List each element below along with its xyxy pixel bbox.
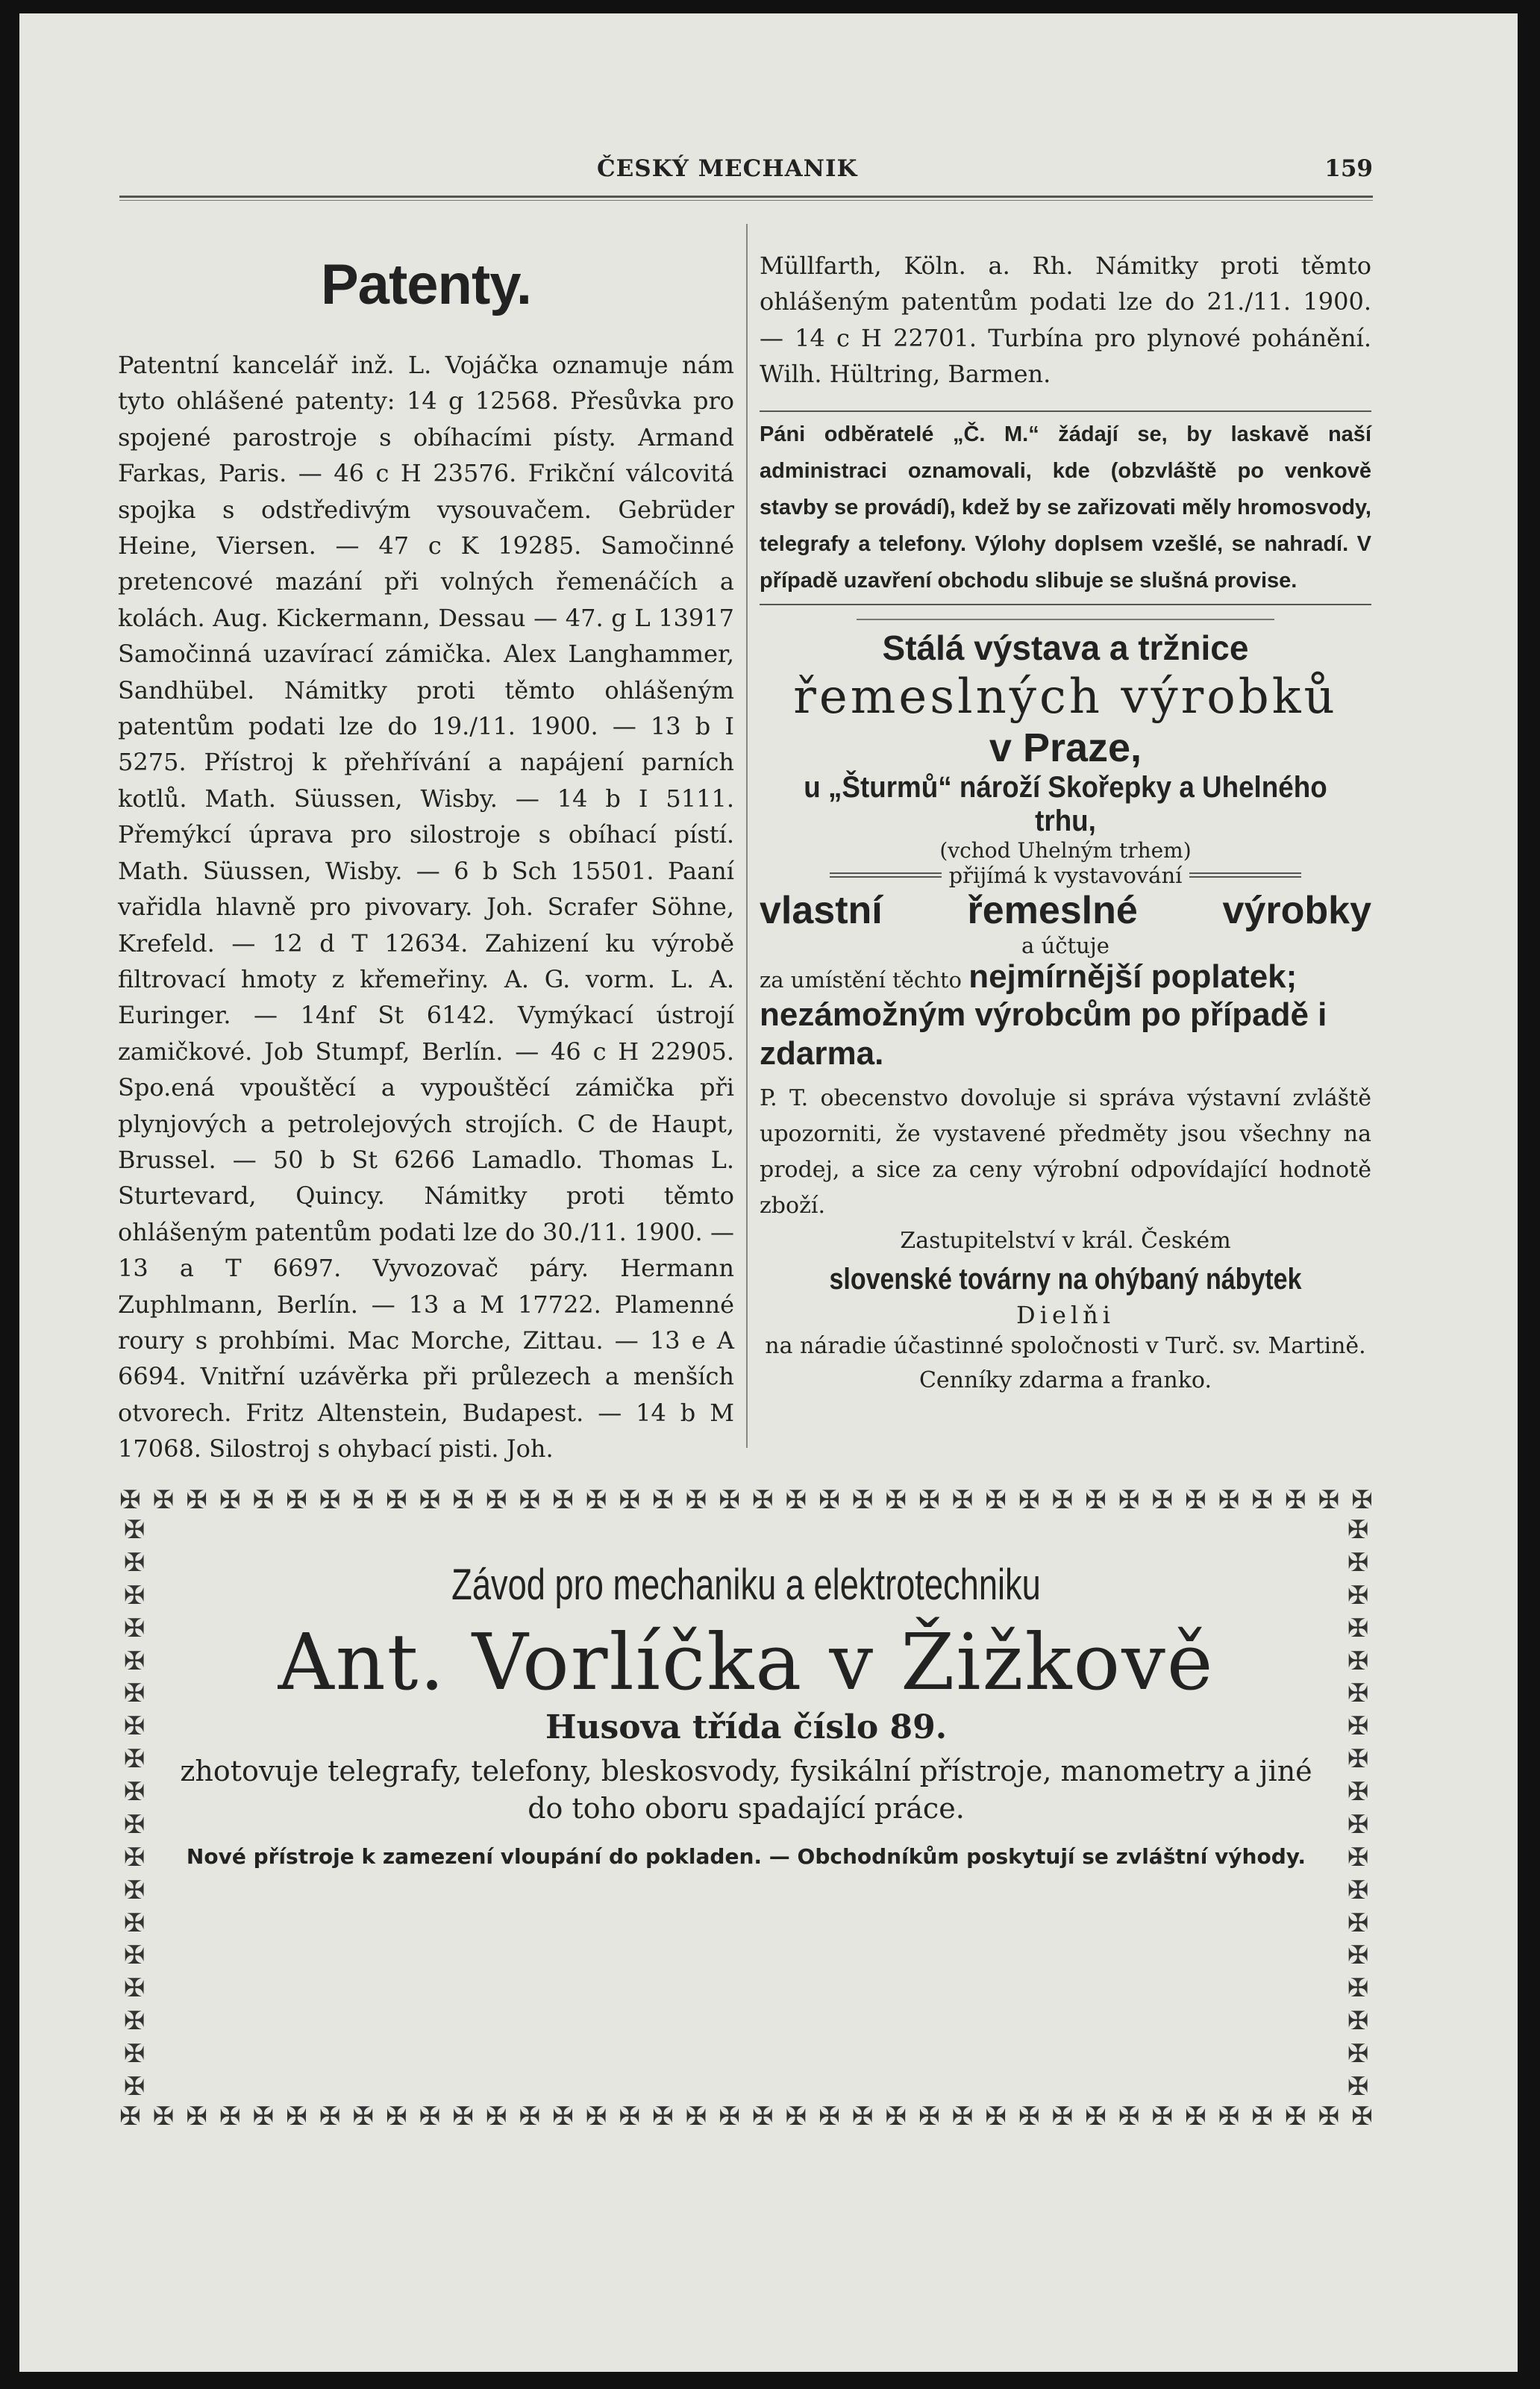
ornament-icon: ✠ bbox=[123, 2071, 145, 2102]
ornament-icon: ✠ bbox=[885, 2102, 907, 2132]
ornament-icon: ✠ bbox=[123, 1875, 145, 1905]
ornament-icon: ✠ bbox=[1018, 2102, 1040, 2132]
ornament-icon: ✠ bbox=[1347, 1613, 1369, 1643]
ad-representation: Zastupitelství v král. Českém bbox=[900, 1227, 1231, 1254]
ornament-icon: ✠ bbox=[1151, 2102, 1173, 2132]
vorlicka-advertisement-frame bbox=[119, 1485, 1373, 2132]
ornament-icon: ✠ bbox=[123, 1613, 145, 1643]
ad-fee-prefix: za umístění těchto bbox=[760, 966, 962, 993]
ornament-icon: ✠ bbox=[219, 2102, 241, 2132]
patents-text: Patentní kancelář inž. L. Vojáčka oznamuje nám tyto ohlášené patenty: 14 g 12568. Přesůvka pro spojené parostroje s obíhacími písty. Armand Farkas, Paris. — 46 c H 23576. Frikční válcovitá spojka s odstředivým vysouvačem. Gebrüder Heine, Viersen. — 47 c K 19285. Samočinné pretencové mazání při volných řemenáčích a kolách. Aug. Kickermann, Dessau — 47. g L 13917 Samočinná uzavírací zámička. Alex Langhammer, Sandhübel. Námitky proti těmto ohlášeným patentům podati lze do 19./11. 1900. — 13 b I 5275. Přístroj k přehřívání a napájení parních kotlů. Math. Süussen, Wisby. — 14 b I 5111. Přemýkcí úprava pro silostroje s obíhací pístí. Math. Süussen, Wisby. — 6 b Sch 15501. Paaní vařidla hlavně pro pivovary. Joh. Scrafer Söhne, Krefeld. — 12 d T 12634. Zahizení ku výrobě filtrovací hmoty z křemeřiny. A. G. vorm. L. A. Euringer. — 14nf St 6142. Vymýkací ústrojí zamičkové. Job Stumpf, Berlín. — 46 c H 22905. Spo.ená vpouštěcí a vypouštěcí zámička při plynjových a petrolejových strojích. C de Haupt, Brussel. — 50 b St 6266 Lamadlo. Thomas L. Sturtevard, Quincy. Námitky proti těmto ohlášeným patentům podati lze do 30./11. 1900. — 13 a T 6697. Vyvozovač páry. Hermann Zuphlmann, Berlín. — 13 a M 17722. Plamenné roury s prohbími. Mac Morche, Zittau. — 13 e A 6694. Vnitřní uzávěrka při průlezech a menších otvorech. Fritz Altenstein, Budapest. — 14 b M 17068. Silostroj s ohybací pisti. Joh. bbox=[118, 351, 734, 1464]
ornament-icon: ✠ bbox=[751, 2102, 774, 2132]
ornament-icon: ✠ bbox=[252, 2102, 274, 2132]
ad-own-products bbox=[760, 888, 1371, 933]
ornament-icon: ✠ bbox=[1347, 1744, 1369, 1775]
ornament-icon: ✠ bbox=[519, 1485, 540, 1515]
ornament-icon: ✠ bbox=[1351, 1485, 1373, 1515]
ornament-icon: ✠ bbox=[123, 2006, 145, 2037]
ornamental-border-bottom bbox=[119, 2102, 1373, 2132]
ornament-icon: ✠ bbox=[552, 2102, 574, 2132]
ornament-icon: ✠ bbox=[851, 1485, 874, 1515]
ornament-icon: ✠ bbox=[1284, 2102, 1306, 2132]
double-rule-left bbox=[830, 872, 942, 878]
ornament-icon: ✠ bbox=[1318, 2102, 1339, 2132]
ornament-icon: ✠ bbox=[1347, 1711, 1369, 1742]
ad-free-line: nezámožným výrobcům po případě i zdarma. bbox=[760, 996, 1327, 1072]
ornament-icon: ✠ bbox=[123, 1711, 145, 1742]
subscriber-notice: Páni odběratelé „Č. M.“ žádají se, by laskavě naší administraci oznamovali, kde (obzvláště po venkově stavby se provádí), kdež by se zařizovati měly hromosvody, telegrafy a telefony. Výlohy doplsem vzešlé, se nahradí. V případě uzavření obchodu slibuje se slušná provise. bbox=[760, 410, 1371, 605]
ornament-icon: ✠ bbox=[585, 1485, 607, 1515]
ornament-icon: ✠ bbox=[985, 1485, 1007, 1515]
running-header bbox=[119, 155, 1373, 193]
ornament-icon: ✠ bbox=[286, 1485, 307, 1515]
ornament-icon: ✠ bbox=[1218, 2102, 1240, 2132]
ornament-icon: ✠ bbox=[123, 1809, 145, 1840]
ornament-icon: ✠ bbox=[386, 2102, 407, 2132]
ad-address: u „Šturmů“ nároží Skořepky a Uhelného trhu, bbox=[804, 770, 1327, 837]
vorlicka-advertisement bbox=[164, 1530, 1328, 1872]
ornament-icon: ✠ bbox=[319, 1485, 341, 1515]
ornament-icon: ✠ bbox=[1251, 2102, 1273, 2132]
ad-company-name: Ant. Vorlíčka v Žižkově bbox=[278, 1617, 1215, 1708]
ornament-icon: ✠ bbox=[123, 1744, 145, 1775]
ornament-icon: ✠ bbox=[552, 1485, 574, 1515]
ornament-icon: ✠ bbox=[186, 2102, 207, 2132]
ornament-icon: ✠ bbox=[1347, 1973, 1369, 2004]
ornament-icon: ✠ bbox=[619, 2102, 640, 2132]
ornament-icon: ✠ bbox=[1118, 1485, 1140, 1515]
ornament-icon: ✠ bbox=[1347, 1842, 1369, 1873]
ornament-icon: ✠ bbox=[1018, 1485, 1040, 1515]
ornament-icon: ✠ bbox=[119, 1485, 141, 1515]
ornament-icon: ✠ bbox=[152, 1485, 175, 1515]
ad-price-lists: Cenníky zdarma a franko. bbox=[918, 1367, 1212, 1393]
ornament-icon: ✠ bbox=[123, 1515, 145, 1545]
right-column bbox=[760, 248, 1371, 1398]
ornamental-border-right bbox=[1343, 1515, 1373, 2102]
ornament-icon: ✠ bbox=[1347, 1809, 1369, 1840]
ornament-icon: ✠ bbox=[119, 2102, 141, 2132]
double-rule-right bbox=[1189, 872, 1301, 878]
ornament-icon: ✠ bbox=[1347, 1580, 1369, 1611]
ad-headline: Stálá výstava a tržnice bbox=[882, 628, 1249, 667]
ornament-icon: ✠ bbox=[419, 2102, 441, 2132]
ornament-icon: ✠ bbox=[1218, 1485, 1240, 1515]
ad-company-products: zhotovuje telegrafy, telefony, bleskosvody, fysikální přístroje, manometry a jiné do toho oboru spadající práce. bbox=[180, 1755, 1312, 1825]
ornament-icon: ✠ bbox=[1185, 1485, 1206, 1515]
journal-title: ČESKÝ MECHANIK bbox=[597, 155, 858, 182]
ornament-icon: ✠ bbox=[1085, 2102, 1107, 2132]
ornament-icon: ✠ bbox=[818, 2102, 840, 2132]
ornament-icon: ✠ bbox=[1251, 1485, 1273, 1515]
ad-accepts bbox=[760, 863, 1371, 888]
column-divider bbox=[746, 224, 748, 1448]
ad-public-notice: P. T. obecenstvo dovoluje si správa výstavní zvláště upozorniti, že vystavené předměty jsou všechny na prodej, a sice za ceny výrobní odpovídající hodnotě zboží. bbox=[760, 1084, 1371, 1219]
ornament-icon: ✠ bbox=[485, 2102, 507, 2132]
ornament-icon: ✠ bbox=[652, 2102, 674, 2132]
ornament-icon: ✠ bbox=[123, 1580, 145, 1611]
ornament-icon: ✠ bbox=[1051, 2102, 1073, 2132]
ornament-icon: ✠ bbox=[719, 1485, 740, 1515]
ornament-icon: ✠ bbox=[186, 1485, 207, 1515]
ornament-icon: ✠ bbox=[1347, 2071, 1369, 2102]
ornament-icon: ✠ bbox=[319, 2102, 341, 2132]
ornament-icon: ✠ bbox=[951, 2102, 974, 2132]
ornament-icon: ✠ bbox=[1284, 1485, 1306, 1515]
ornament-icon: ✠ bbox=[419, 1485, 441, 1515]
ornament-icon: ✠ bbox=[123, 1940, 145, 1971]
ornament-icon: ✠ bbox=[1347, 1777, 1369, 1807]
ornament-icon: ✠ bbox=[352, 1485, 374, 1515]
section-heading-patenty: Patenty. bbox=[320, 253, 531, 316]
ornament-icon: ✠ bbox=[785, 1485, 807, 1515]
page-number: 159 bbox=[1324, 155, 1373, 182]
left-column bbox=[118, 224, 734, 1467]
ornament-icon: ✠ bbox=[851, 2102, 874, 2132]
ornament-icon: ✠ bbox=[719, 2102, 740, 2132]
ornament-icon: ✠ bbox=[685, 1485, 707, 1515]
ornament-icon: ✠ bbox=[1051, 1485, 1073, 1515]
ornament-icon: ✠ bbox=[123, 1547, 145, 1578]
ornament-icon: ✠ bbox=[152, 2102, 175, 2132]
ornament-icon: ✠ bbox=[1347, 1547, 1369, 1578]
ornamental-border-top bbox=[119, 1485, 1373, 1515]
ad-entrance: (vchod Uhelným trhem) bbox=[939, 837, 1192, 863]
ornament-icon: ✠ bbox=[123, 1973, 145, 2004]
ornament-icon: ✠ bbox=[652, 1485, 674, 1515]
ad-fee-line bbox=[760, 958, 1371, 996]
ornament-icon: ✠ bbox=[123, 1646, 145, 1676]
ornament-icon: ✠ bbox=[452, 1485, 474, 1515]
ad-tools-company: na náradie účastinné spoločnosti v Turč. sv. Martině. bbox=[765, 1332, 1366, 1359]
ad-company-address: Husova třída číslo 89. bbox=[545, 1708, 948, 1746]
ornament-icon: ✠ bbox=[123, 1777, 145, 1807]
ornament-icon: ✠ bbox=[951, 1485, 974, 1515]
ornament-icon: ✠ bbox=[685, 2102, 707, 2132]
ad-accepts-text: přijímá k vystavování bbox=[948, 862, 1183, 888]
patents-continuation: Müllfarth, Köln. a. Rh. Námitky proti těmto ohlášeným patentům podati lze do 21./11. 1900. — 14 c H 22701. Turbína pro plynové pohánění. Wilh. Hültring, Barmen. bbox=[760, 252, 1371, 389]
ad-word-vlastni: vlastní bbox=[760, 888, 883, 932]
ornament-icon: ✠ bbox=[785, 2102, 807, 2132]
header-rule-thin bbox=[119, 200, 1373, 201]
exhibition-advertisement bbox=[760, 628, 1371, 1398]
ornament-icon: ✠ bbox=[1347, 1908, 1369, 1938]
ornament-icon: ✠ bbox=[352, 2102, 374, 2132]
ornament-icon: ✠ bbox=[485, 1485, 507, 1515]
ornament-icon: ✠ bbox=[1347, 1875, 1369, 1905]
ad-fee-emphasis: nejmírnější poplatek; bbox=[968, 958, 1298, 995]
ad-charges: a účtuje bbox=[1021, 932, 1109, 958]
ornament-icon: ✠ bbox=[751, 1485, 774, 1515]
ornament-icon: ✠ bbox=[1185, 2102, 1206, 2132]
ornament-icon: ✠ bbox=[219, 1485, 241, 1515]
ornament-icon: ✠ bbox=[1318, 1485, 1339, 1515]
ornament-icon: ✠ bbox=[123, 2039, 145, 2069]
ornament-icon: ✠ bbox=[818, 1485, 840, 1515]
ad-workshops: Dielňi bbox=[1016, 1300, 1115, 1329]
ornament-icon: ✠ bbox=[1347, 2039, 1369, 2069]
divider bbox=[857, 619, 1274, 620]
ornament-icon: ✠ bbox=[1347, 1515, 1369, 1545]
ad-word-remeslne: řemeslné bbox=[967, 888, 1138, 932]
ad-furniture-factory: slovenské továrny na ohýbaný nábytek bbox=[829, 1262, 1302, 1296]
ornament-icon: ✠ bbox=[1118, 2102, 1140, 2132]
ornament-icon: ✠ bbox=[1085, 1485, 1107, 1515]
ornament-icon: ✠ bbox=[252, 1485, 274, 1515]
ornament-icon: ✠ bbox=[386, 1485, 407, 1515]
ornament-icon: ✠ bbox=[123, 1842, 145, 1873]
ornament-icon: ✠ bbox=[918, 1485, 940, 1515]
ornament-icon: ✠ bbox=[123, 1908, 145, 1938]
ornament-icon: ✠ bbox=[286, 2102, 307, 2132]
ornament-icon: ✠ bbox=[1347, 2006, 1369, 2037]
ad-company-offer: Nové přístroje k zamezení vloupání do pokladen. — Obchodníkům poskytují se zvláštní výhody. bbox=[186, 1844, 1306, 1869]
ornament-icon: ✠ bbox=[918, 2102, 940, 2132]
header-rule bbox=[119, 196, 1373, 198]
ornament-icon: ✠ bbox=[585, 2102, 607, 2132]
ad-word-vyrobky: výrobky bbox=[1222, 888, 1371, 932]
ornamental-border-left bbox=[119, 1515, 149, 2102]
ornament-icon: ✠ bbox=[885, 1485, 907, 1515]
ornament-icon: ✠ bbox=[519, 2102, 540, 2132]
ornament-icon: ✠ bbox=[1151, 1485, 1173, 1515]
ornament-icon: ✠ bbox=[1347, 1678, 1369, 1709]
ornament-icon: ✠ bbox=[1351, 2102, 1373, 2132]
ad-company-type: Závod pro mechaniku a elektrotechniku bbox=[451, 1561, 1041, 1609]
ornament-icon: ✠ bbox=[619, 1485, 640, 1515]
ornament-icon: ✠ bbox=[123, 1678, 145, 1709]
ornament-icon: ✠ bbox=[452, 2102, 474, 2132]
ad-city: v Praze, bbox=[989, 725, 1142, 770]
ornament-icon: ✠ bbox=[1347, 1646, 1369, 1676]
ornament-icon: ✠ bbox=[1347, 1940, 1369, 1971]
ad-subheadline: řemeslných výrobků bbox=[793, 669, 1338, 725]
ornament-icon: ✠ bbox=[985, 2102, 1007, 2132]
